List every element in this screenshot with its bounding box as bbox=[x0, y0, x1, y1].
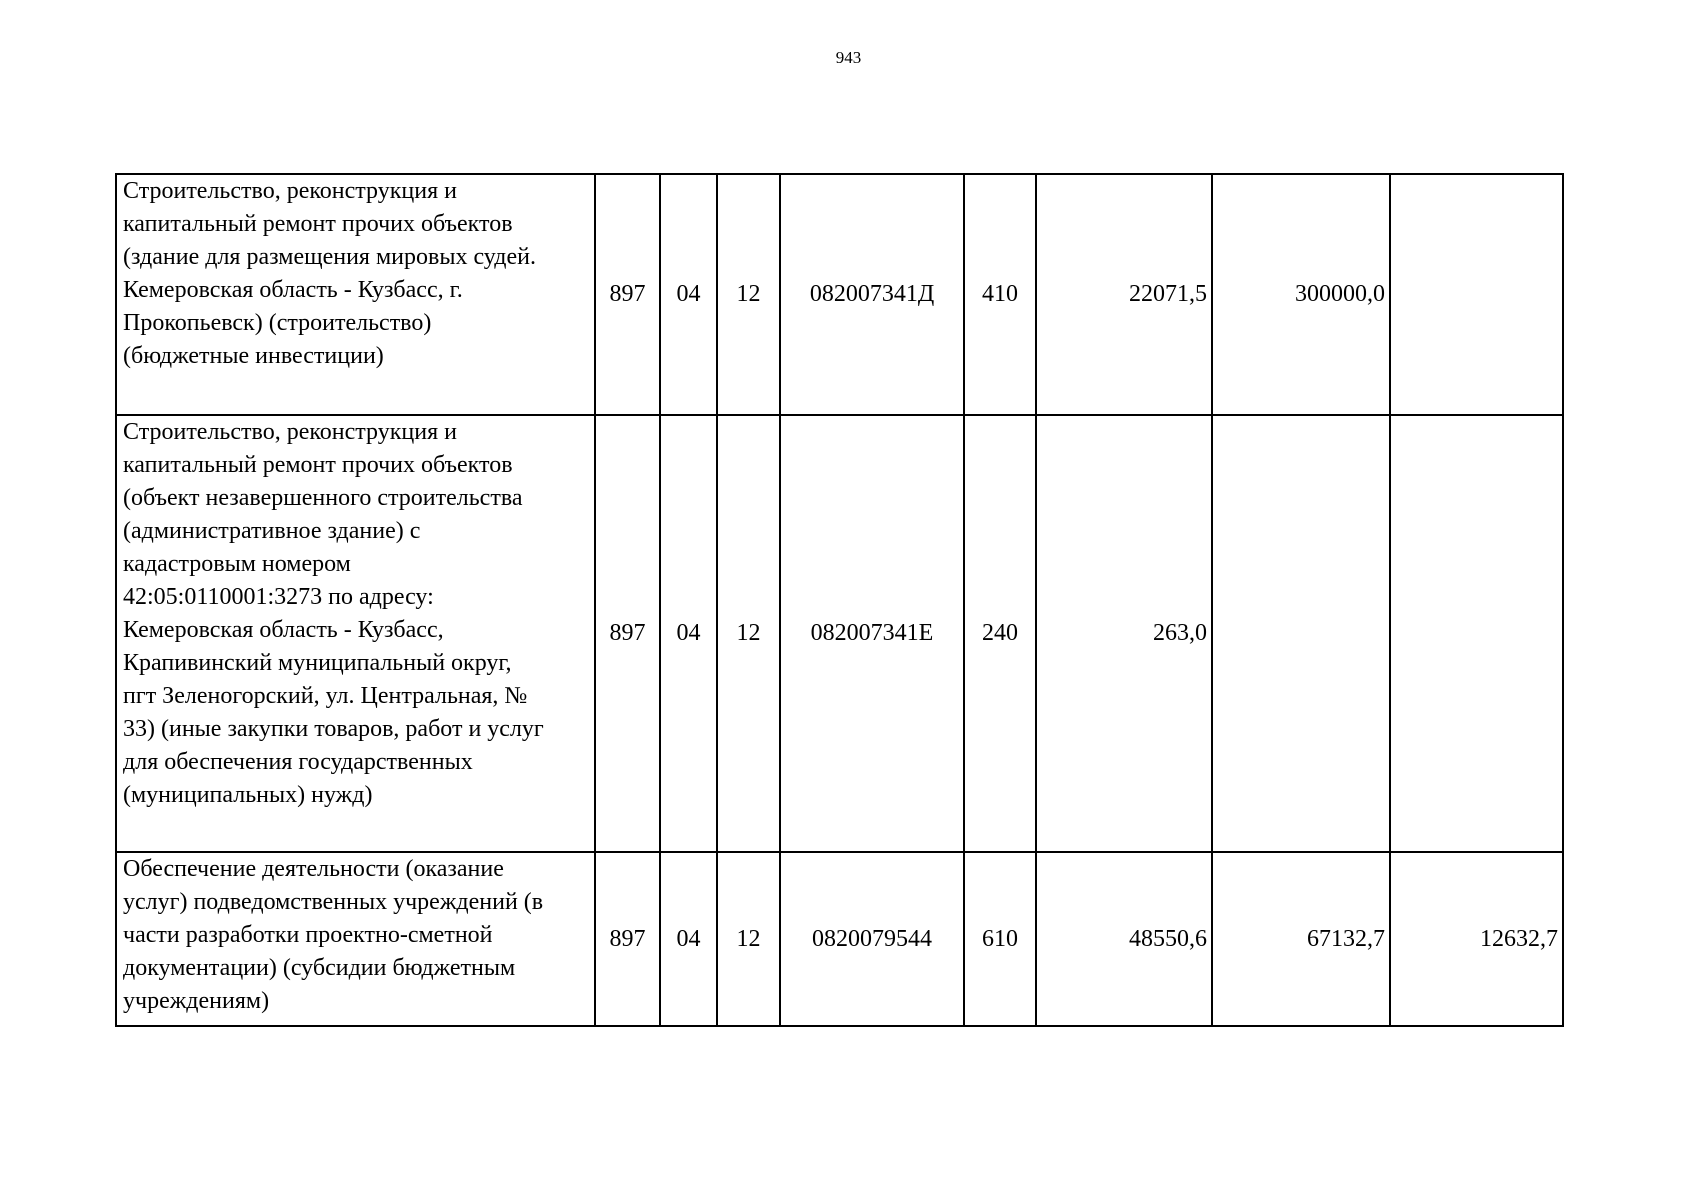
ministry-code: 897 bbox=[595, 852, 660, 1026]
page-number: 943 bbox=[835, 48, 862, 67]
description-line: Прокопьевск) (строительство) bbox=[123, 310, 432, 336]
description-line: (административное здание) с bbox=[123, 518, 421, 544]
target-article-code: 0820079544 bbox=[780, 852, 964, 1026]
subsection-code: 12 bbox=[717, 415, 780, 852]
description-line: документации) (субсидии бюджетным bbox=[123, 955, 516, 981]
row-description bbox=[116, 415, 595, 852]
description-line: Строительство, реконструкция и bbox=[123, 178, 457, 204]
subsection-code: 12 bbox=[717, 852, 780, 1026]
expense-type-code: 610 bbox=[964, 852, 1036, 1026]
description-line: (муниципальных) нужд) bbox=[123, 782, 373, 808]
ministry-code: 897 bbox=[595, 174, 660, 415]
amount-2: 300000,0 bbox=[1212, 174, 1390, 415]
description-line: пгт Зеленогорский, ул. Центральная, № bbox=[123, 683, 528, 709]
row-description bbox=[116, 852, 595, 1026]
expense-type-code: 410 bbox=[964, 174, 1036, 415]
row-description bbox=[116, 174, 595, 415]
description-line: 42:05:0110001:3273 по адресу: bbox=[123, 584, 434, 610]
description-line: кадастровым номером bbox=[123, 551, 351, 577]
amount-3 bbox=[1390, 174, 1563, 415]
description-line: (бюджетные инвестиции) bbox=[123, 343, 384, 369]
budget-table bbox=[115, 173, 1564, 1027]
description-line: Кемеровская область - Кузбасс, bbox=[123, 617, 444, 643]
description-line: для обеспечения государственных bbox=[123, 749, 473, 775]
amount-2: 67132,7 bbox=[1212, 852, 1390, 1026]
description-line: капитальный ремонт прочих объектов bbox=[123, 211, 513, 237]
description-line: 33) (иные закупки товаров, работ и услуг bbox=[123, 716, 544, 742]
expense-type-code: 240 bbox=[964, 415, 1036, 852]
description-line: услуг) подведомственных учреждений (в bbox=[123, 889, 544, 915]
section-code: 04 bbox=[660, 415, 717, 852]
description-line: Обеспечение деятельности (оказание bbox=[123, 856, 504, 882]
description-line: Кемеровская область - Кузбасс, г. bbox=[123, 277, 463, 303]
description-line: Крапивинский муниципальный округ, bbox=[123, 650, 512, 676]
section-code: 04 bbox=[660, 174, 717, 415]
subsection-code: 12 bbox=[717, 174, 780, 415]
description-line: (здание для размещения мировых судей. bbox=[123, 244, 536, 270]
table-row bbox=[116, 852, 1563, 1026]
table-row bbox=[116, 174, 1563, 415]
description-line: учреждениям) bbox=[123, 988, 270, 1014]
amount-3 bbox=[1390, 415, 1563, 852]
amount-3: 12632,7 bbox=[1390, 852, 1563, 1026]
amount-1: 263,0 bbox=[1036, 415, 1212, 852]
description-line: Строительство, реконструкция и bbox=[123, 419, 457, 445]
amount-1: 48550,6 bbox=[1036, 852, 1212, 1026]
amount-2 bbox=[1212, 415, 1390, 852]
target-article-code: 082007341Д bbox=[780, 174, 964, 415]
table-row bbox=[116, 415, 1563, 852]
description-line: (объект незавершенного строительства bbox=[123, 485, 523, 511]
ministry-code: 897 bbox=[595, 415, 660, 852]
description-line: капитальный ремонт прочих объектов bbox=[123, 452, 513, 478]
section-code: 04 bbox=[660, 852, 717, 1026]
description-line: части разработки проектно-сметной bbox=[123, 922, 493, 948]
target-article-code: 082007341Е bbox=[780, 415, 964, 852]
amount-1: 22071,5 bbox=[1036, 174, 1212, 415]
